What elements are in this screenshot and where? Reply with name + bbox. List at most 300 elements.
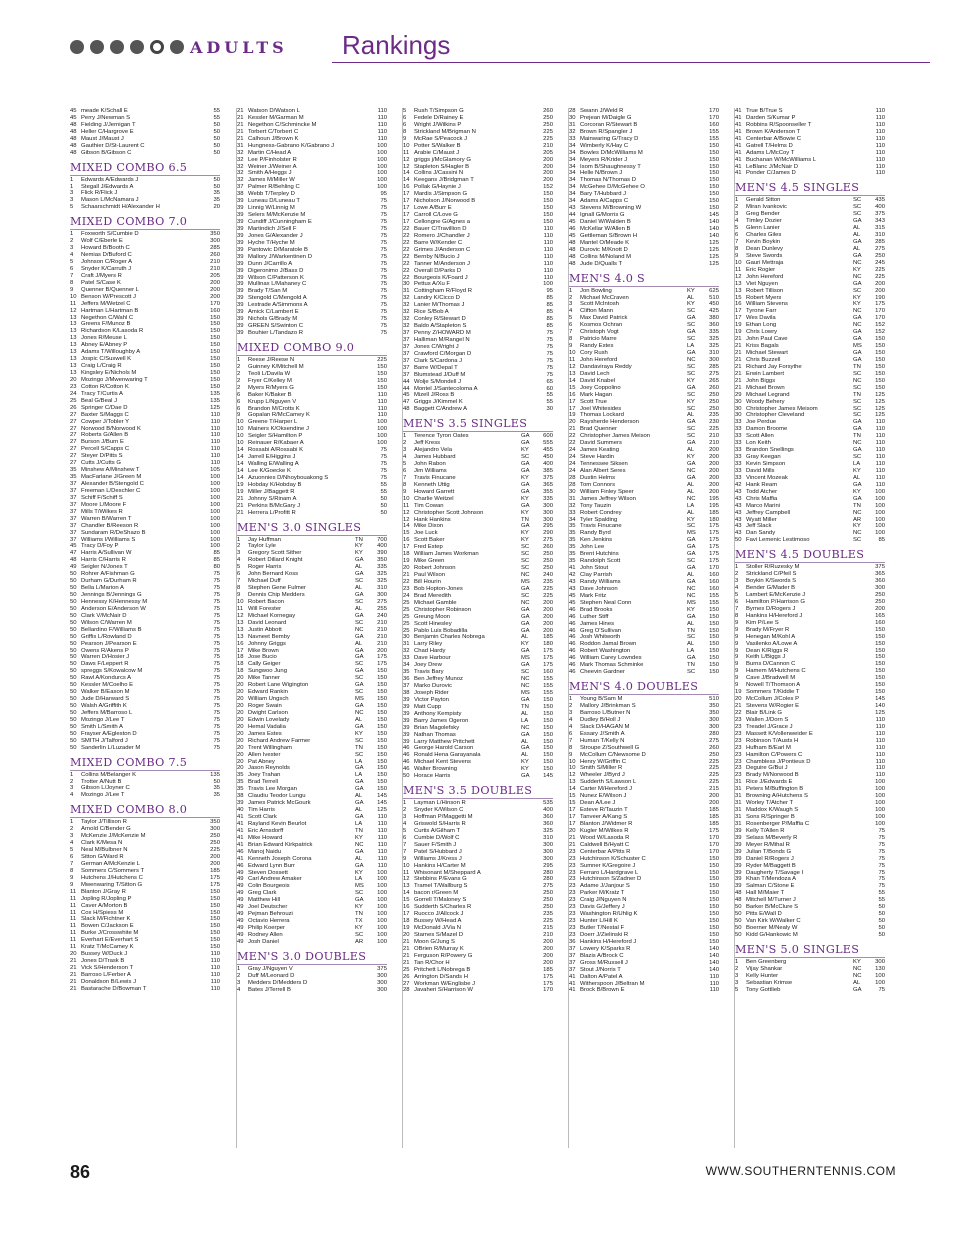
rank-cell: 13 — [70, 356, 77, 363]
name-cell: Chambless J/Pontieux D — [746, 758, 811, 765]
points-cell: 150 — [875, 654, 885, 661]
name-cell: Jose Bucio — [248, 654, 277, 661]
state-cell: GA — [687, 474, 696, 481]
state-cell — [521, 115, 535, 122]
rank-cell: 37 — [70, 501, 77, 508]
state-cell: AL — [355, 793, 363, 800]
ranking-row — [569, 772, 719, 779]
points-cell: 100 — [210, 515, 220, 522]
state-cell: GA — [355, 647, 364, 654]
state-cell — [355, 440, 369, 447]
name-cell: Peters M/Buffington B — [746, 786, 804, 793]
rank-cell: 30 — [735, 405, 742, 412]
ranking-row — [735, 412, 885, 419]
state-cell — [853, 731, 867, 738]
name-cell: Gray J/Nguyen V — [248, 965, 293, 972]
points-cell: 160 — [709, 578, 719, 585]
rank-cell: 35 — [70, 474, 77, 481]
name-cell: Lee K/Goecke K — [248, 467, 291, 474]
rank-cell: 7 — [237, 578, 241, 585]
points-cell: 175 — [543, 980, 553, 987]
name-cell: McCollum C/Newsome D — [580, 751, 646, 758]
name-cell: Robert Lane Wigington — [248, 682, 309, 689]
page-title: Rankings — [342, 30, 451, 60]
state-cell — [687, 981, 701, 988]
name-cell: Tim Harris — [248, 807, 275, 814]
ranking-row — [569, 177, 719, 184]
rank-cell: 48 — [70, 142, 77, 149]
ranking-row — [237, 364, 387, 371]
state-cell — [853, 807, 867, 814]
rank-cell: 19 — [403, 558, 410, 565]
points-cell: 100 — [377, 876, 387, 883]
name-cell: Landry K/Cicco D — [414, 295, 460, 302]
state-cell — [188, 550, 202, 557]
ranking-row — [237, 108, 387, 115]
rank-cell: 50 — [70, 696, 77, 703]
ranking-row — [237, 302, 387, 309]
rank-cell: 19 — [735, 689, 742, 696]
rank-cell: 39 — [403, 724, 410, 731]
name-cell: Dave Harbour — [414, 655, 451, 662]
rank-cell: 4 — [569, 716, 573, 723]
name-cell: William Carey Lowndes — [580, 655, 642, 662]
ranking-row — [403, 641, 553, 648]
points-cell: 100 — [543, 281, 553, 288]
rank-cell: 37 — [70, 515, 77, 522]
points-cell: 110 — [875, 461, 885, 467]
state-cell: GA — [853, 426, 862, 433]
ranking-row — [70, 122, 220, 129]
rank-cell: 10 — [735, 259, 742, 266]
state-cell — [521, 987, 535, 994]
ranking-row — [569, 593, 719, 600]
ranking-row — [735, 925, 885, 932]
state-cell — [188, 792, 202, 799]
ranking-row — [70, 951, 220, 958]
state-cell: SC — [687, 523, 696, 530]
state-cell — [188, 363, 202, 370]
rank-cell: 4 — [70, 840, 74, 847]
state-cell — [687, 987, 701, 994]
rank-cell: 21 — [569, 841, 576, 848]
state-cell — [521, 821, 535, 828]
name-cell: Glenn Lanier — [746, 225, 780, 232]
state-cell — [521, 876, 535, 883]
rank-cell: 4 — [569, 308, 573, 315]
name-cell: Mallory J/Brinkman S — [580, 703, 636, 709]
ranking-row — [735, 654, 885, 661]
rank-cell: 50 — [70, 709, 77, 716]
state-cell — [853, 821, 867, 828]
ranking-row — [403, 745, 553, 752]
rank-cell: 6 — [403, 114, 407, 121]
state-cell: SC — [355, 578, 364, 585]
points-cell: 110 — [377, 814, 387, 820]
ranking-row — [569, 863, 719, 870]
rank-cell: 11 — [70, 930, 77, 937]
state-cell: SC — [687, 634, 696, 641]
ranking-row — [70, 731, 220, 738]
name-cell: Sudderth S/Charles R — [414, 904, 472, 911]
state-cell — [188, 377, 202, 384]
rank-cell: 22 — [403, 225, 410, 232]
rank-cell: 27 — [70, 446, 77, 453]
ranking-row — [70, 184, 220, 191]
name-cell: James Hines — [580, 620, 615, 627]
name-cell: Ben Greenberg — [746, 958, 787, 965]
points-cell: 250 — [709, 391, 719, 398]
state-cell — [188, 412, 202, 419]
name-cell: Hankins H/Carter M — [414, 862, 466, 869]
rankings-column — [568, 108, 719, 1148]
points-cell: 110 — [543, 260, 553, 267]
points-cell: 150 — [210, 888, 220, 895]
name-cell: Martin C/Head A — [248, 149, 292, 156]
state-cell — [521, 406, 535, 413]
points-cell: 110 — [543, 225, 553, 232]
state-cell: SC — [853, 454, 862, 461]
ranking-row — [237, 219, 387, 226]
ranking-row — [735, 661, 885, 668]
state-cell: KY — [521, 537, 529, 544]
name-cell: Chris Lowry — [746, 329, 778, 336]
rank-cell: 17 — [569, 820, 576, 827]
points-cell: 450 — [543, 454, 553, 461]
points-cell: 152 — [543, 184, 553, 191]
name-cell: Maddox K/Waugh S — [746, 807, 799, 814]
name-cell: Alejandro Vela — [414, 447, 452, 454]
points-cell: 210 — [543, 142, 553, 149]
ranking-row — [403, 295, 553, 302]
state-cell: NC — [853, 965, 862, 972]
state-cell: AL — [687, 572, 695, 578]
ranking-row — [735, 517, 885, 524]
name-cell: Eric Arnsdorff — [248, 827, 284, 834]
points-cell: 110 — [709, 973, 719, 980]
rank-cell: 16 — [403, 537, 410, 544]
ranking-row — [735, 433, 885, 440]
rank-cell: 37 — [70, 522, 77, 529]
rank-cell: 50 — [70, 675, 77, 682]
state-cell — [188, 889, 202, 896]
name-cell: Joey Trahan — [248, 772, 281, 779]
name-cell: Jeffers M/Barroso L — [81, 709, 133, 716]
ranking-row — [237, 668, 387, 675]
points-cell: 75 — [878, 848, 885, 855]
name-cell: Rosenberger P/Maffia C — [746, 820, 810, 827]
name-cell: griggs j/McGlamory G — [414, 156, 471, 163]
ranking-row — [735, 856, 885, 863]
rank-cell: 6 — [569, 322, 573, 329]
ranking-row — [70, 910, 220, 917]
rank-cell: 21 — [403, 572, 410, 578]
name-cell: Van Kirk W/Walker C — [746, 918, 801, 925]
state-cell: SC — [853, 412, 862, 419]
rank-cell: 6 — [403, 834, 407, 841]
rank-cell: 50 — [70, 744, 77, 751]
state-cell — [521, 337, 535, 344]
ranking-row — [569, 108, 719, 115]
rank-cell: 21 — [70, 965, 77, 971]
points-cell: 85 — [213, 557, 220, 564]
state-cell — [188, 115, 202, 122]
name-cell: Baxter S/Maggs C — [81, 411, 129, 418]
ranking-row — [237, 433, 387, 440]
name-cell: Baker K/Baker B — [248, 391, 292, 398]
state-cell: GA — [521, 620, 530, 627]
rank-cell: 23 — [735, 758, 742, 765]
ring-dot-icon — [150, 40, 164, 54]
points-cell: 75 — [213, 696, 220, 703]
ranking-row — [735, 675, 885, 682]
points-cell: 75 — [546, 364, 553, 371]
rank-cell: 25 — [70, 397, 77, 404]
name-cell: Perkins B/McGary J — [248, 502, 301, 509]
ranking-row — [70, 550, 220, 557]
rank-cell: 4 — [237, 986, 241, 993]
state-cell — [687, 150, 701, 157]
state-cell: AL — [521, 710, 529, 717]
rankings-column — [734, 108, 885, 1148]
state-cell — [188, 349, 202, 356]
points-cell: 100 — [377, 149, 387, 156]
ranking-row — [70, 516, 220, 523]
points-cell: 100 — [377, 419, 387, 426]
name-cell: Craig L/Craig R — [81, 363, 122, 370]
points-cell: 110 — [377, 128, 387, 135]
rank-cell: 30 — [403, 634, 410, 641]
name-cell: Hankins H/Hereford J — [746, 612, 803, 619]
points-cell: 75 — [213, 661, 220, 668]
ranking-row — [735, 336, 885, 343]
state-cell — [853, 842, 867, 849]
ranking-row — [70, 488, 220, 495]
rank-cell: 23 — [403, 585, 410, 592]
state-cell — [687, 136, 701, 143]
ranking-row — [70, 405, 220, 412]
name-cell: Meyers R/Krider J — [580, 156, 628, 163]
dot-icon — [110, 40, 124, 54]
ranking-row — [569, 378, 719, 385]
points-cell: 125 — [377, 807, 387, 814]
state-cell — [853, 918, 867, 925]
ranking-row — [237, 468, 387, 475]
points-cell: 150 — [875, 640, 885, 647]
points-cell: 150 — [543, 198, 553, 205]
state-cell: SC — [687, 669, 696, 676]
ranking-row — [70, 419, 220, 426]
state-cell — [355, 170, 369, 177]
state-cell: SC — [687, 426, 696, 433]
name-cell: Greg Bender — [746, 211, 780, 218]
rank-cell: 41 — [569, 973, 576, 980]
rank-cell: 35 — [569, 551, 576, 558]
rank-cell: 27 — [70, 453, 77, 460]
ranking-row — [70, 826, 220, 833]
ranking-row — [237, 675, 387, 682]
ranking-row — [70, 599, 220, 606]
state-cell — [687, 849, 701, 856]
state-cell — [188, 328, 202, 335]
name-cell: Flick R/Flick J — [81, 190, 118, 197]
rank-cell: 10 — [569, 758, 576, 765]
state-cell — [687, 876, 701, 883]
ranking-row — [403, 621, 553, 628]
state-cell — [853, 779, 867, 786]
name-cell: Dudley B/Holl J — [580, 716, 621, 723]
rank-cell: 21 — [403, 952, 410, 959]
ranking-row — [70, 627, 220, 634]
state-cell: GA — [853, 419, 862, 426]
ranking-row — [237, 696, 387, 703]
state-cell: KY — [521, 530, 529, 537]
name-cell: Digeronimo J/Bass D — [248, 267, 304, 274]
ranking-row — [569, 765, 719, 772]
rank-cell: 2 — [735, 965, 739, 972]
name-cell: Scott McIntosh — [580, 301, 619, 308]
ranking-row — [735, 765, 885, 772]
points-cell: 150 — [543, 717, 553, 724]
name-cell: Prejean M/Daigle G — [580, 114, 632, 121]
points-cell: 75 — [380, 454, 387, 461]
ranking-row — [403, 932, 553, 939]
state-cell — [188, 391, 202, 398]
ranking-row — [569, 807, 719, 814]
state-cell — [687, 974, 701, 981]
name-cell: Joey Coppolino — [580, 384, 621, 391]
rank-cell: 45 — [569, 232, 576, 239]
points-cell: 150 — [210, 328, 220, 335]
event-heading: MEN'S 4.0 S — [569, 272, 719, 287]
state-cell: MS — [521, 689, 530, 696]
rank-cell: 46 — [569, 634, 576, 641]
state-cell — [188, 585, 202, 592]
name-cell: Johnny Griggs — [248, 640, 286, 647]
name-cell: Weiner J/Weiner A — [248, 163, 297, 170]
ranking-row — [735, 385, 885, 392]
name-cell: Favi Lemenic Lestimoso — [746, 537, 810, 544]
ranking-row — [403, 739, 553, 746]
points-cell: 250 — [875, 252, 885, 259]
state-cell — [521, 226, 535, 233]
state-cell: KY — [521, 509, 529, 516]
name-cell: Michael Legrand — [746, 391, 790, 398]
name-cell: Gatrell T/Helms D — [746, 142, 793, 149]
points-cell: 75 — [213, 612, 220, 619]
ranking-row — [70, 903, 220, 910]
name-cell: Craig J/Nguyen N — [580, 897, 627, 904]
ranking-row — [70, 231, 220, 238]
name-cell: Conley R/Stewart D — [414, 316, 466, 323]
points-cell: 150 — [210, 923, 220, 930]
points-cell: 150 — [875, 647, 885, 654]
rank-cell: 25 — [403, 613, 410, 620]
points-cell: 200 — [543, 620, 553, 627]
points-cell: 125 — [875, 405, 885, 412]
ranking-row — [403, 690, 553, 697]
rank-cell: 41 — [237, 841, 244, 848]
points-cell: 75 — [878, 876, 885, 883]
points-cell: 150 — [709, 606, 719, 613]
rank-cell: 5 — [237, 564, 241, 571]
ranking-row — [403, 953, 553, 960]
ranking-row — [569, 724, 719, 731]
name-cell: Azuonnies D/Nhoybouakong S — [248, 474, 329, 481]
ranking-row — [70, 523, 220, 530]
points-cell: 225 — [709, 772, 719, 779]
state-cell: AL — [853, 225, 861, 232]
name-cell: Clay Parrish — [580, 572, 613, 578]
rank-cell: 46 — [237, 848, 244, 855]
name-cell: bacon r/Green M — [414, 890, 459, 897]
ranking-row — [403, 835, 553, 842]
ranking-row — [70, 177, 220, 184]
state-cell — [188, 321, 202, 328]
rank-cell: 37 — [403, 371, 410, 378]
name-cell: Alexander B/Stengold C — [81, 481, 144, 487]
state-cell: SC — [355, 737, 364, 744]
points-cell: 100 — [377, 433, 387, 440]
points-cell: 55 — [878, 890, 885, 897]
rank-cell: 49 — [237, 883, 244, 890]
name-cell: Gibson L/Joyner C — [81, 785, 130, 792]
ranking-row — [237, 496, 387, 503]
rank-cell: 39 — [237, 232, 244, 239]
points-cell: 205 — [210, 272, 220, 279]
state-cell: KY — [521, 759, 529, 766]
state-cell: MS — [687, 599, 696, 606]
ranking-row — [237, 585, 387, 592]
points-cell: 185 — [210, 867, 220, 874]
ranking-row — [735, 668, 885, 675]
name-cell: Travis Finucane — [580, 523, 622, 530]
rank-cell: 11 — [735, 266, 742, 273]
name-cell: Lambert E/McKenzie J — [746, 592, 806, 598]
ranking-row — [237, 641, 387, 648]
name-cell: Michael Duff — [248, 578, 281, 585]
state-cell — [521, 136, 535, 143]
name-cell: Medders D/Medders D — [248, 979, 308, 986]
points-cell: 150 — [709, 641, 719, 648]
points-cell: 150 — [210, 314, 220, 321]
name-cell: Wallen J/Dorn S — [746, 716, 789, 723]
rank-cell: 50 — [70, 654, 77, 661]
ranking-row — [735, 689, 885, 696]
state-cell — [521, 212, 535, 219]
ranking-row — [735, 599, 885, 606]
points-cell: 100 — [210, 474, 220, 481]
state-cell — [521, 164, 535, 171]
points-cell: 150 — [709, 648, 719, 655]
name-cell: Essary J/Smith A — [580, 730, 625, 737]
rank-cell: 34 — [569, 170, 576, 177]
points-cell: 100 — [377, 925, 387, 931]
state-cell: SC — [853, 370, 862, 377]
points-cell: 110 — [875, 481, 885, 488]
name-cell: Rayland Kevin Beurlot — [248, 820, 307, 827]
points-cell: 50 — [213, 149, 220, 156]
state-cell: GA — [853, 447, 862, 454]
points-cell: 175 — [543, 648, 553, 655]
ranking-row — [237, 309, 387, 316]
ranking-row — [403, 517, 553, 524]
rank-cell: 39 — [237, 800, 244, 807]
name-cell: Mason L/McNamara J — [81, 197, 139, 204]
name-cell: Edwin Lovelady — [248, 716, 290, 723]
ranking-row — [237, 703, 387, 710]
name-cell: Edward Lynn Burr — [248, 862, 295, 869]
